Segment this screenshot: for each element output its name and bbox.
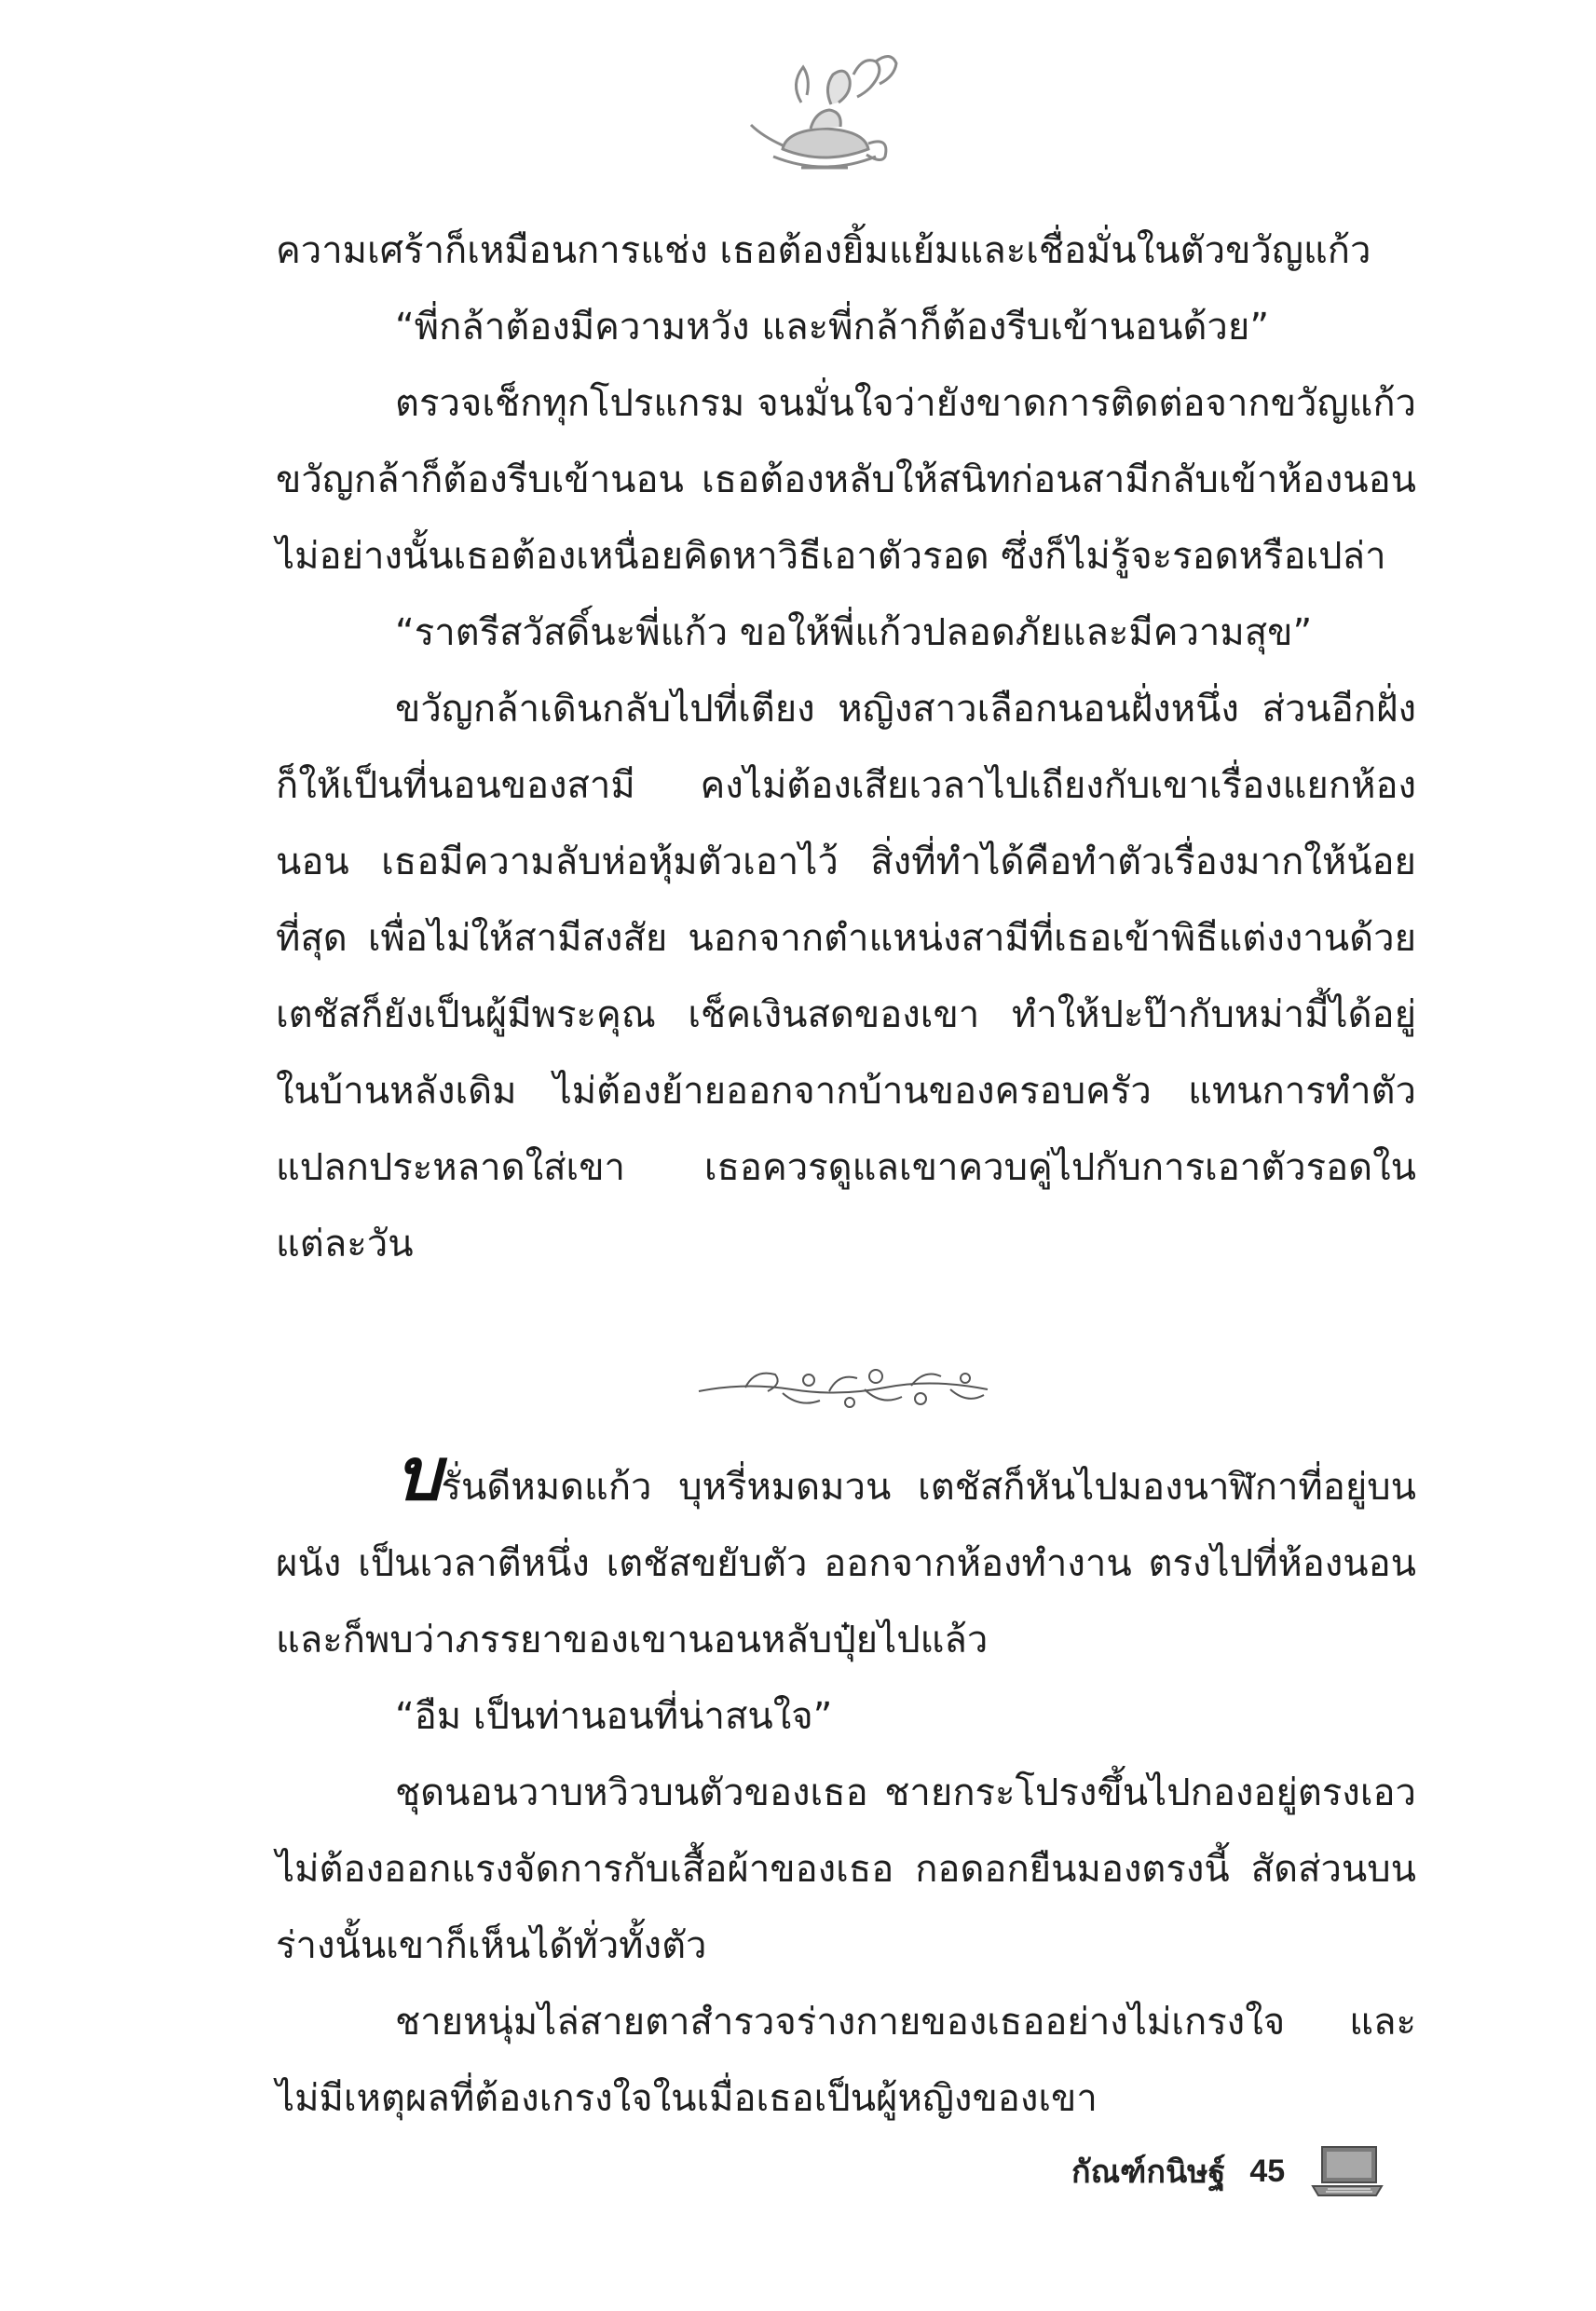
paragraph: ขวัญกล้าเดินกลับไปที่เตียง หญิงสาวเลือกนอนฝั่งหนึ่ง ส่วนอีกฝั่งก็ให้เป็นที่นอนของสามี คงไม่ต้องเสียเวลาไปเถียงกับเขาเรื่องแยกห้องนอน เธอมีความลับห่อหุ้มตัวเอาไว้ สิ่งที่ทำได้คือทำตัวเรื่องมากให้น้อยที่สุด เพื่อไม่ให้สามีสงสัย นอกจากตำแหน่งสามีที่เธอเข้าพิธีแต่งงานด้วย เตชัสก็ยังเป็นผู้มีพระคุณ เช็คเงินสดของเขา ทำให้ปะป๊ากับหม่ามี้ได้อยู่ในบ้านหลังเดิม ไม่ต้องย้ายออกจากบ้านของครอบครัว แทนการทำตัวแปลกประหลาดใส่เขา เธอควรดูแลเขาควบคู่ไปกับการเอาตัวรอดในแต่ละวัน — [276, 688, 1416, 1265]
page-number: 45 — [1249, 2153, 1286, 2189]
paragraph: ความเศร้าก็เหมือนการแช่ง เธอต้องยิ้มแย้มและเชื่อมั่นในตัวขวัญแก้ว — [276, 229, 1371, 272]
dialogue-line: “ราตรีสวัสดิ์นะพี่แก้ว ขอให้พี่แก้วปลอดภัยและมีความสุข” — [395, 611, 1313, 654]
dialogue-line: “พี่กล้าต้องมีความหวัง และพี่กล้าก็ต้องรีบเข้านอนด้วย” — [395, 306, 1270, 349]
genie-lamp-icon — [745, 47, 904, 186]
opening-paragraph — [276, 1432, 1416, 1678]
page-footer — [1071, 2139, 1385, 2204]
footer-author: กัณฑ์กนิษฐ์ — [1071, 2154, 1226, 2191]
drop-cap: บ — [395, 1432, 442, 1517]
paragraph: ตรวจเช็กทุกโปรแกรม จนมั่นใจว่ายังขาดการติดต่อจากขวัญแก้ว ขวัญกล้าก็ต้องรีบเข้านอน เธอต้องหลับให้สนิทก่อนสามีกลับเข้าห้องนอน ไม่อย่างนั้นเธอต้องเหนื่อยคิดหาวิธีเอาตัวรอด ซึ่งก็ไม่รู้จะรอดหรือเปล่า — [276, 382, 1416, 578]
section-one — [276, 212, 1416, 1282]
opening-paragraph-text: รั่นดีหมดแก้ว บุหรี่หมดมวน เตชัสก็หันไปมองนาฬิกาที่อยู่บนผนัง เป็นเวลาตีหนึ่ง เตชัสขยับตัว ออกจากห้องทำงาน ตรงไปที่ห้องนอน และก็พบว่าภรรยาของเขานอนหลับปุ๋ยไปแล้ว — [276, 1466, 1416, 1661]
dialogue-line: “อืม เป็นท่านอนที่น่าสนใจ” — [395, 1695, 833, 1738]
paragraph: ชุดนอนวาบหวิวบนตัวของเธอ ชายกระโปรงขึ้นไปกองอยู่ตรงเอว ไม่ต้องออกแรงจัดการกับเสื้อผ้าของเธอ กอดอกยืนมองตรงนี้ สัดส่วนบนร่างนั้นเขาก็เห็นได้ทั่วทั้งตัว — [276, 1771, 1416, 1967]
laptop-icon — [1309, 2143, 1385, 2199]
section-two — [276, 1432, 1416, 2137]
floral-divider-icon — [689, 1356, 997, 1421]
paragraph: ชายหนุ่มไล่สายตาสำรวจร่างกายของเธออย่างไม่เกรงใจ และไม่มีเหตุผลที่ต้องเกรงใจในเมื่อเธอเป็นผู้หญิงของเขา — [276, 2001, 1416, 2120]
